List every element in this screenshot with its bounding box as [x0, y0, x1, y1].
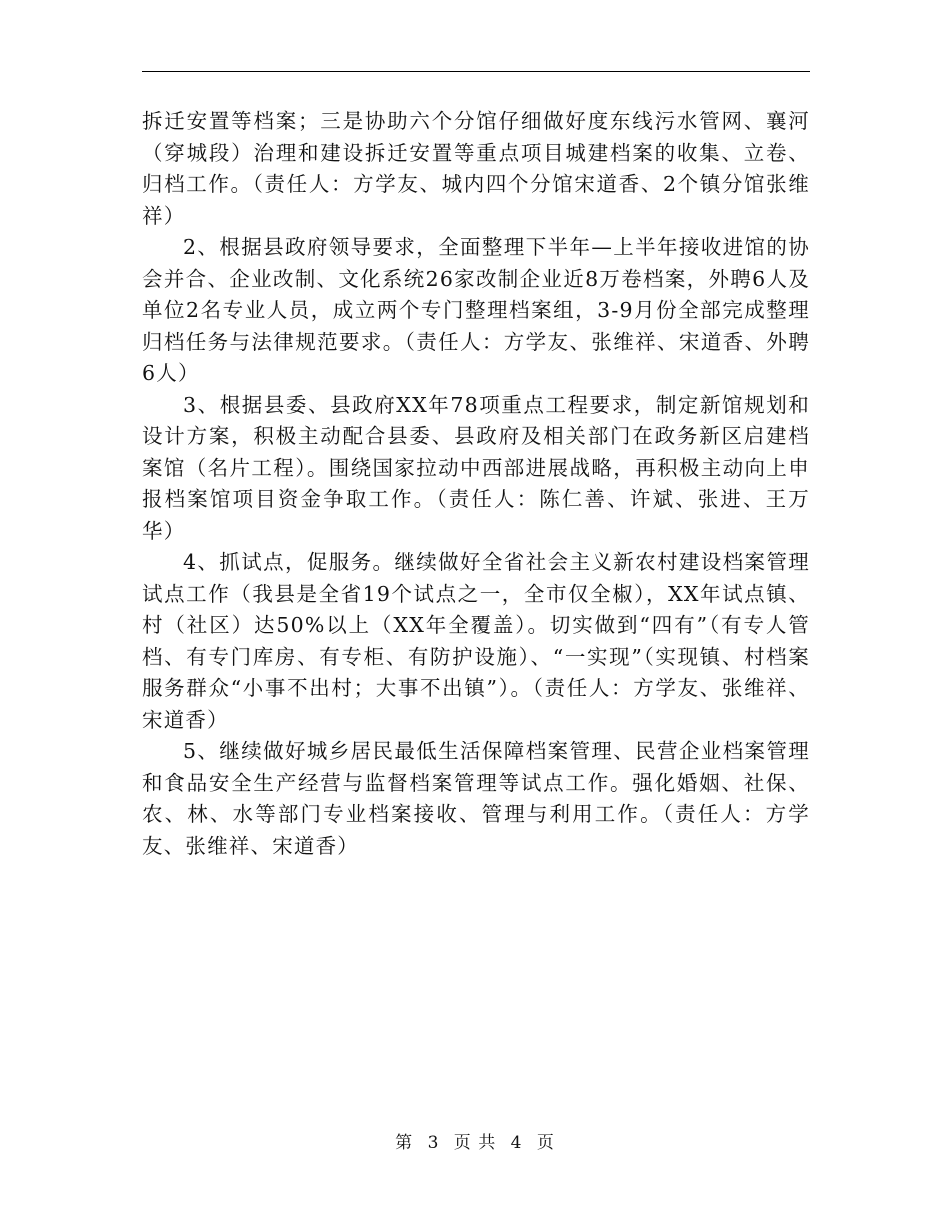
- page-prefix: 第: [395, 1133, 414, 1153]
- page-mid-text: 页 共: [453, 1133, 497, 1153]
- paragraph-item-5: 5、继续做好城乡居民最低生活保障档案管理、民营企业档案管理和食品安全生产经营与监督档案管理等试点工作。强化婚姻、社保、农、林、水等部门专业档案接收、管理与利用工作。（责任人：方学友、张维祥、宋道香）: [142, 739, 810, 858]
- paragraph-item-2: 2、根据县政府领导要求，全面整理下半年—上半年接收进馆的协会并合、企业改制、文化系统26家改制企业近8万卷档案，外聘6人及单位2名专业人员，成立两个专门整理档案组，3-9月份全部完成整理归档任务与法律规范要求。（责任人：方学友、张维祥、宋道香、外聘6人）: [142, 235, 810, 385]
- paragraph-item-3: 3、根据县委、县政府XX年78项重点工程要求，制定新馆规划和设计方案，积极主动配合县委、县政府及相关部门在政务新区启建档案馆（名片工程）。围绕国家拉动中西部进展战略，再积极主动向上申报档案馆项目资金争取工作。（责任人：陈仁善、许斌、张进、王万华）: [142, 392, 810, 543]
- page-suffix: 页: [536, 1133, 555, 1153]
- paragraph-continued: 拆迁安置等档案；三是协助六个分馆仔细做好度东线污水管网、襄河（穿城段）治理和建设拆迁安置等重点项目城建档案的收集、立卷、归档工作。（责任人：方学友、城内四个分馆宋道香、2个镇分馆张维祥）: [142, 109, 810, 228]
- paragraph-item-4: 4、抓试点，促服务。继续做好全省社会主义新农村建设档案管理试点工作（我县是全省19个试点之一，全市仅全椒），XX年试点镇、村（社区）达50%以上（XX年全覆盖）。切实做到“四有”（有专人管档、有专门库房、有专柜、有防护设施）、“一实现”（实现镇、村档案服务群众“小事不出村；大事不出镇”）。（责任人：方学友、张维祥、宋道香）: [142, 550, 810, 732]
- page-footer: [0, 1128, 950, 1153]
- page-current-number: 3: [427, 1133, 440, 1153]
- page-total-number: 4: [510, 1133, 523, 1153]
- header-rule: [142, 71, 810, 72]
- document-body: [142, 106, 810, 862]
